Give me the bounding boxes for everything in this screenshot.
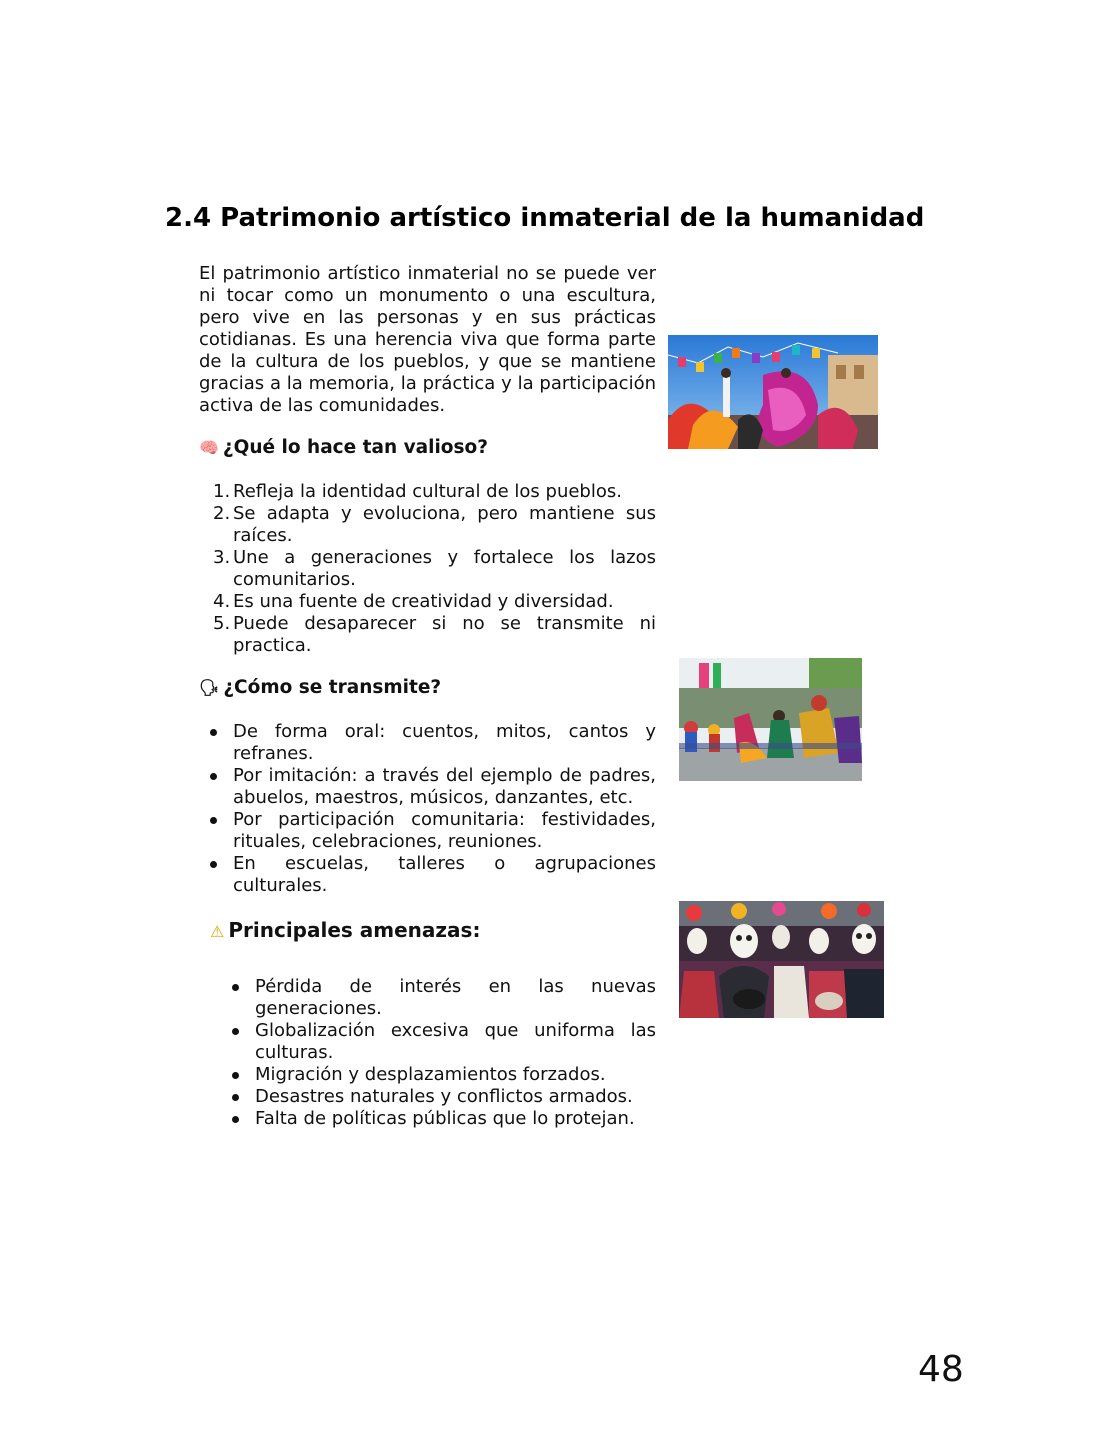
bullet-icon — [210, 861, 217, 868]
bullet-icon — [210, 773, 217, 780]
transmite-list — [199, 721, 656, 897]
folkloric-dance-photo — [668, 335, 878, 449]
speaking-head-icon: 🗣 — [199, 678, 220, 697]
list-item: 3. Une a generaciones y fortalece los lazos comunitarios. — [213, 547, 656, 590]
list-item: 4. Es una fuente de creatividad y diversidad. — [213, 591, 614, 612]
bullet-icon — [232, 1094, 239, 1101]
page-number: 48 — [918, 1349, 964, 1390]
list-item: 5. Puede desaparecer si no se transmite ni practica. — [213, 613, 656, 656]
list-item: Por participación comunitaria: festividades, rituales, celebraciones, reuniones. — [199, 809, 656, 853]
heading-transmite-text: ¿Cómo se transmite? — [223, 677, 442, 698]
heading-valioso-text: ¿Qué lo hace tan valioso? — [222, 437, 488, 458]
page-title: 2.4 Patrimonio artístico inmaterial de la humanidad — [165, 203, 925, 233]
bullet-icon — [210, 817, 217, 824]
heading-amenazas-text: Principales amenazas: — [228, 918, 481, 942]
list-item: 1. Refleja la identidad cultural de los pueblos. — [213, 481, 622, 502]
street-parade-photo — [679, 658, 862, 781]
list-item: En escuelas, talleres o agrupaciones culturales. — [199, 853, 656, 897]
list-item: Migración y desplazamientos forzados. — [221, 1064, 656, 1086]
bullet-icon — [232, 1028, 239, 1035]
heading-valioso — [199, 435, 656, 461]
warning-icon: ⚠ — [210, 922, 225, 941]
heading-amenazas — [210, 917, 667, 945]
bullet-icon — [232, 984, 239, 991]
bullet-icon — [232, 1072, 239, 1079]
catrinas-photo — [679, 901, 884, 1018]
bullet-icon — [232, 1116, 239, 1123]
brain-icon: 🧠 — [199, 438, 219, 457]
amenazas-list — [221, 976, 656, 1130]
list-item: De forma oral: cuentos, mitos, cantos y refranes. — [199, 721, 656, 765]
list-item: Desastres naturales y conflictos armados. — [221, 1086, 656, 1108]
heading-transmite — [199, 675, 656, 701]
list-item: Falta de políticas públicas que lo protejan. — [221, 1108, 656, 1130]
list-item: Pérdida de interés en las nuevas generaciones. — [221, 976, 656, 1020]
list-item: Globalización excesiva que uniforma las culturas. — [221, 1020, 656, 1064]
valioso-list — [199, 481, 656, 657]
list-item: 2. Se adapta y evoluciona, pero mantiene sus raíces. — [213, 503, 656, 546]
list-item: Por imitación: a través del ejemplo de padres, abuelos, maestros, músicos, danzantes, etc. — [199, 765, 656, 809]
bullet-icon — [210, 729, 217, 736]
intro-paragraph: El patrimonio artístico inmaterial no se puede ver ni tocar como un monumento o una escultura, pero vive en las personas y en sus prácticas cotidianas. Es una herencia viva que forma parte de la cultura de los pueblos, y que se mantiene gracias a la memoria, la práctica y la participación activa de las comunidades. — [199, 263, 656, 416]
